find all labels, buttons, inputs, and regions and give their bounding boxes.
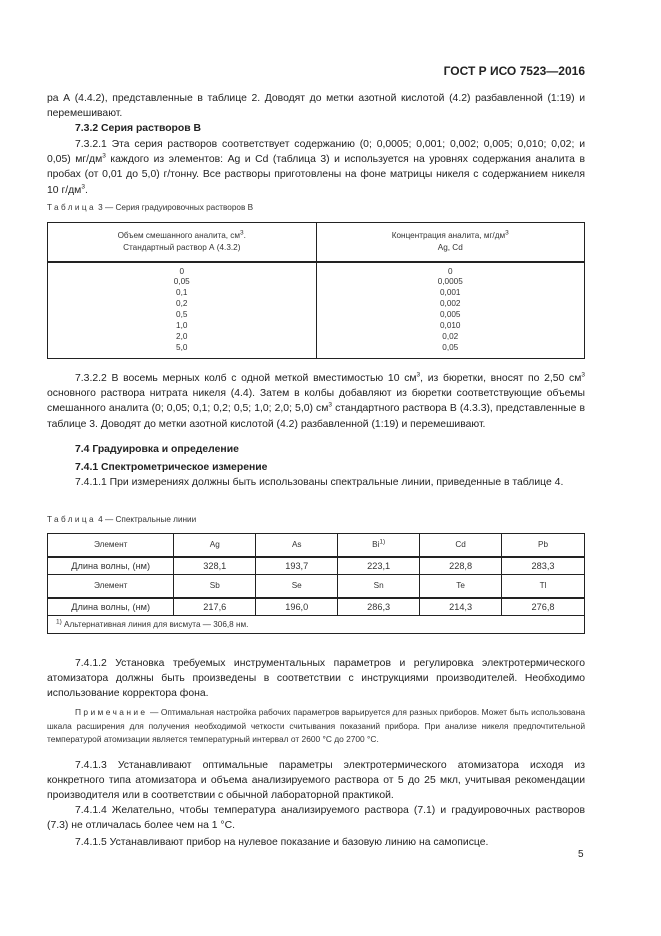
- superscript: 3: [81, 183, 85, 191]
- table-3-value: 0,001: [440, 288, 461, 298]
- cell-text: Te: [456, 581, 465, 591]
- table-4-cell: [338, 534, 420, 557]
- table-4-cell: [338, 598, 420, 616]
- paragraph-7-4-1-2: 7.4.1.2 Установка требуемых инструментальных параметров и регулировка электротермического атомизатора должны быть произведены в соответствии с инструкциями производителей. Необходимо использование корректора фона.: [47, 658, 585, 700]
- cell-text: Bi: [372, 540, 380, 550]
- table-4-cell: [502, 534, 585, 557]
- cell-text: 223,1: [367, 560, 391, 571]
- cell-text: Sb: [209, 581, 220, 591]
- cell-text: 228,8: [449, 560, 473, 571]
- header-text: Объем смешанного аналита, см: [117, 230, 241, 240]
- paragraph-continuation: ра А (4.4.2), представленные в таблице 2. Доводят до метки азотной кислотой (4.2) разбавленной (1:19) и перемешивают.: [47, 93, 585, 120]
- cell-text: Tl: [539, 581, 547, 591]
- table-4-caption: [47, 515, 196, 524]
- cell-text: Cd: [455, 540, 466, 550]
- table-4-cell: [502, 598, 585, 616]
- note-label: Примечание: [75, 707, 148, 717]
- table-3-value: 0,1: [176, 288, 188, 298]
- caption-text: 4 — Спектральные линии: [95, 515, 197, 524]
- cell-text: 283,3: [531, 560, 555, 571]
- table-4-row-label: Длина волны, (нм): [48, 598, 174, 616]
- table-4-cell: [502, 557, 585, 575]
- table-4-cell: [338, 575, 420, 598]
- table-4-cell: [502, 575, 585, 598]
- paragraph-7-4-1-4: 7.4.1.4 Желательно, чтобы температура анализируемого раствора (7.1) и градуировочных растворов (7.3) не отличалась более чем на 1 °С.: [47, 805, 585, 832]
- table-3-value: 0: [179, 266, 185, 276]
- table-4-footnote: [48, 616, 585, 634]
- table-4-cell: [420, 575, 502, 598]
- table-3-header-concentration: [316, 223, 585, 262]
- table-3-value: 0: [447, 266, 453, 276]
- superscript: 3: [581, 371, 585, 379]
- table-4-cell: [256, 598, 338, 616]
- cell-text: 214,3: [449, 601, 473, 612]
- table-3-value: 0,010: [440, 321, 461, 331]
- text: основного раствора нитрата никеля (4.4). Затем в колбы добавляют из бюретки соответствующие объемы смешанного аналита (0; 0,05; 0,1; 0,2; 0,5; 1,0; 2,0; 5,0) см: [47, 388, 585, 415]
- table-4-cell: [174, 575, 256, 598]
- superscript: 3: [416, 371, 421, 379]
- note: [47, 706, 585, 747]
- paragraph-7-4-1-3: 7.4.1.3 Устанавливают оптимальные параметры электротермического атомизатора исходя из конкретного типа атомизатора и объема анализируемого раствора от 5 до 25 мкл, учитывая рекомендации производителя или в соответствии с обычной лабораторной практикой.: [47, 760, 585, 802]
- header-text: . Стандартный раствор А (4.3.2): [123, 230, 246, 252]
- table-3-value: 0,05: [442, 342, 459, 352]
- table-3-header-volume: [48, 223, 317, 262]
- footnote-mark: 1): [379, 538, 386, 546]
- header-text: Концентрация аналита, мг/дм: [391, 230, 506, 240]
- table-4-cell: [174, 598, 256, 616]
- table-4-row-label: Длина волны, (нм): [48, 557, 174, 575]
- table-4-cell: [420, 534, 502, 557]
- table-3-value: 0,0005: [437, 277, 463, 287]
- table-3-value: 0,005: [440, 310, 461, 320]
- cell-text: 217,6: [203, 601, 227, 612]
- header-text: Ag, Cd: [437, 242, 463, 252]
- caption-text: 3 — Серия градуировочных растворов В: [95, 203, 254, 212]
- cell-text: 193,7: [285, 560, 309, 571]
- table-4: [47, 533, 585, 634]
- caption-prefix: Таблица: [47, 515, 96, 524]
- paragraph-7-3-2-2: [47, 371, 585, 432]
- paragraph-7-4-1-5: 7.4.1.5 Устанавливают прибор на нулевое показание и базовую линию на самописце.: [75, 837, 489, 848]
- cell-text: 276,8: [531, 601, 555, 612]
- text: .: [84, 184, 88, 196]
- table-3-volumes-cell: [48, 262, 317, 359]
- table-4-cell: [338, 557, 420, 575]
- cell-text: Pb: [538, 540, 549, 550]
- superscript: 3: [328, 401, 333, 409]
- text: стандартного раствора В (4.3.3), представленные в таблице 3. Доводят до метки азотной кислотой (4.2) разбавленной (1:19) и перемешивают.: [47, 403, 585, 430]
- cell-text: Sn: [373, 581, 384, 591]
- heading-7-4: 7.4 Градуировка и определение: [75, 444, 239, 455]
- text: 7.3.2.1 Эта серия растворов соответствует содержанию (0; 0,0005; 0,001; 0,002; 0,005; 0,010; 0,02; и 0,05) мг/дм: [47, 139, 585, 166]
- table-4-cell: [174, 534, 256, 557]
- table-3-value: 0,002: [440, 299, 461, 309]
- table-4-row-label: Элемент: [48, 575, 174, 598]
- cell-text: As: [291, 540, 302, 550]
- table-3-value: 0,2: [176, 299, 188, 309]
- table-4-row-label: Элемент: [48, 534, 174, 557]
- text: 7.3.2.2 В восемь мерных колб с одной меткой вместимостью 10 см: [75, 373, 417, 384]
- table-3-value: 2,0: [176, 331, 188, 341]
- table-4-cell: [420, 557, 502, 575]
- table-3-value: 0,02: [442, 331, 459, 341]
- table-4-cell: [420, 598, 502, 616]
- cell-text: Ag: [209, 540, 220, 550]
- caption-prefix: Таблица: [47, 203, 96, 212]
- cell-text: 196,0: [285, 601, 309, 612]
- table-4-cell: [256, 534, 338, 557]
- note-text: — Оптимальная настройка рабочих параметров варьируется для разных приборов. Может быть использована шкала расширения для получения необходимой четкости считывания показаний прибора. При анализе никеля предпочтительной температурой атомизации является температурный интервал от 2600 °С до 2700 °С.: [47, 707, 585, 744]
- table-4-cell: [174, 557, 256, 575]
- footnote-text: Альтернативная линия для висмута — 306,8 нм.: [61, 620, 249, 629]
- text: каждого из элементов: Ag и Cd (таблица 3) и используется на уровнях содержания аналита в пробах (от 0,01 до 5,0) г/тонну. Все растворы приготовлены на фоне матрицы никеля с содержанием никеля 10 г/дм: [47, 154, 585, 196]
- footnote-mark: 1): [56, 618, 62, 626]
- text: , из бюретки, вносят по 2,50 см: [420, 373, 582, 384]
- document-id-header: ГОСТ Р ИСО 7523—2016: [443, 64, 585, 78]
- table-3-value: 0,5: [176, 310, 188, 320]
- page-number: 5: [578, 849, 584, 860]
- table-3-value: 0,05: [173, 277, 190, 287]
- cell-text: 328,1: [203, 560, 227, 571]
- cell-text: Se: [291, 581, 302, 591]
- heading-7-4-1: 7.4.1 Спектрометрическое измерение: [75, 462, 268, 473]
- heading-7-3-2: 7.3.2 Серия растворов В: [75, 123, 202, 134]
- paragraph-7-4-1-1: 7.4.1.1 При измерениях должны быть использованы спектральные линии, приведенные в таблице 4.: [75, 477, 564, 488]
- table-3-value: 5,0: [176, 342, 188, 352]
- superscript: 3: [102, 152, 106, 160]
- table-4-cell: [256, 575, 338, 598]
- cell-text: 286,3: [367, 601, 391, 612]
- paragraph-7-3-2-1: [47, 137, 585, 198]
- superscript: 3: [240, 229, 244, 237]
- superscript: 3: [505, 229, 509, 237]
- table-3-caption: [47, 203, 253, 212]
- table-3: [47, 222, 585, 359]
- table-3-value: 1,0: [176, 321, 188, 331]
- table-3-concentrations-cell: [316, 262, 585, 359]
- table-4-cell: [256, 557, 338, 575]
